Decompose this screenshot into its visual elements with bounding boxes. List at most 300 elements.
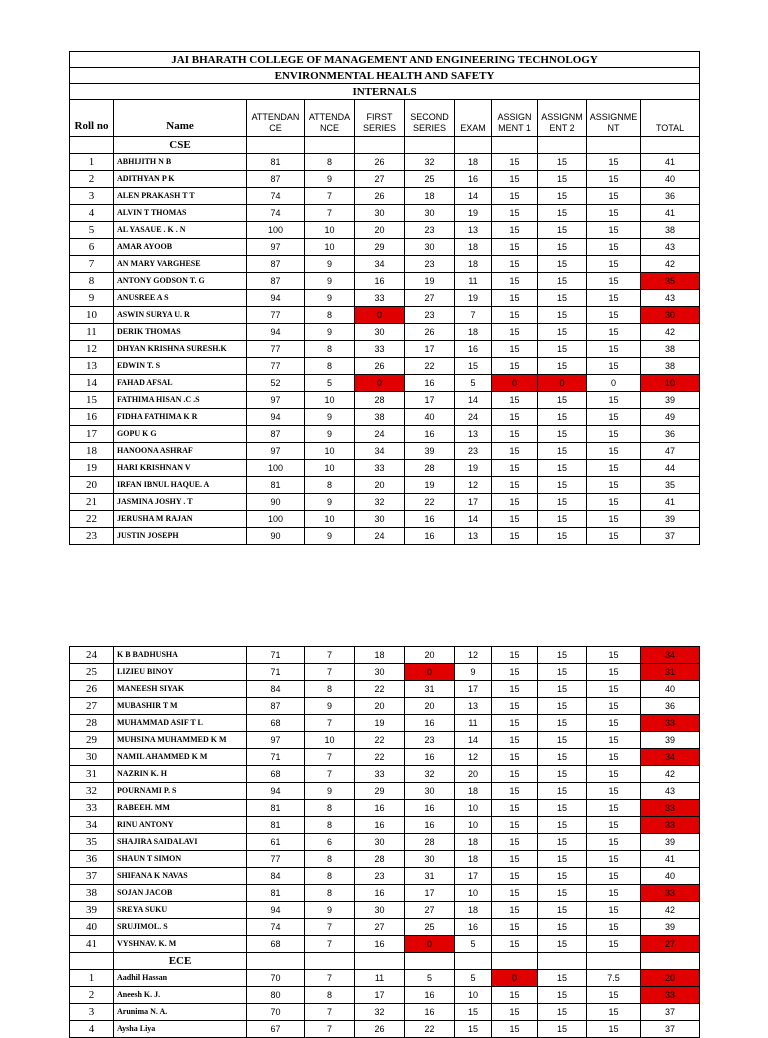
first-series-cell: 28 [355, 851, 405, 868]
assignment-3-cell: 15 [587, 307, 641, 324]
total-cell: 44 [641, 460, 700, 477]
student-row [70, 392, 700, 409]
student-row [70, 681, 700, 698]
assignment-3-cell: 15 [587, 851, 641, 868]
assignment-2-cell: 15 [538, 341, 587, 358]
marks-table-page-1 [69, 51, 700, 545]
assignment-2-cell: 15 [538, 698, 587, 715]
student-name-cell: Aadhil Hassan [114, 970, 247, 987]
assignment-1-cell: 15 [492, 885, 538, 902]
attendance-mark-cell: 7 [305, 749, 355, 766]
attendance-cell: 61 [247, 834, 305, 851]
second-series-cell: 23 [405, 307, 455, 324]
student-row [70, 868, 700, 885]
assignment-1-cell: 15 [492, 698, 538, 715]
student-row [70, 273, 700, 290]
first-series-cell: 24 [355, 426, 405, 443]
total-cell: 37 [641, 1021, 700, 1038]
attendance-mark-cell: 8 [305, 341, 355, 358]
first-series-cell: 22 [355, 732, 405, 749]
attendance-mark-cell: 7 [305, 647, 355, 664]
empty-cell [587, 953, 641, 970]
attendance-mark-cell: 10 [305, 222, 355, 239]
attendance-cell: 90 [247, 528, 305, 545]
assignment-3-cell: 15 [587, 205, 641, 222]
attendance-cell: 52 [247, 375, 305, 392]
exam-header: EXAM [455, 100, 492, 137]
attendance-header: ATTENDAN CE [247, 100, 305, 137]
student-row [70, 290, 700, 307]
roll-no-cell: 26 [70, 681, 114, 698]
roll-no-cell: 28 [70, 715, 114, 732]
student-name-cell: ALVIN T THOMAS [114, 205, 247, 222]
student-name-cell: Aneesh K. J. [114, 987, 247, 1004]
first-series-cell: 26 [355, 188, 405, 205]
assignment-1-cell: 15 [492, 256, 538, 273]
second-series-cell: 39 [405, 443, 455, 460]
assignment-3-cell: 15 [587, 290, 641, 307]
first-series-cell: 26 [355, 358, 405, 375]
assignment-3-cell: 15 [587, 715, 641, 732]
assignment-3-header: ASSIGNME NT [587, 100, 641, 137]
roll-no-cell: 1 [70, 970, 114, 987]
second-series-cell: 16 [405, 987, 455, 1004]
student-name-cell: FIDHA FATHIMA K R [114, 409, 247, 426]
assignment-2-cell: 0 [538, 375, 587, 392]
empty-cell [641, 953, 700, 970]
student-name-cell: Arunima N. A. [114, 1004, 247, 1021]
assignment-1-header: ASSIGN MENT 1 [492, 100, 538, 137]
student-row [70, 256, 700, 273]
student-row [70, 817, 700, 834]
assignment-1-cell: 0 [492, 375, 538, 392]
attendance-mark-cell: 10 [305, 239, 355, 256]
student-name-cell: MUBASHIR T M [114, 698, 247, 715]
second-series-cell: 16 [405, 375, 455, 392]
exam-cell: 18 [455, 851, 492, 868]
attendance-cell: 77 [247, 341, 305, 358]
assignment-3-cell: 15 [587, 256, 641, 273]
assignment-1-cell: 15 [492, 732, 538, 749]
assignment-1-cell: 15 [492, 205, 538, 222]
total-cell: 31 [641, 664, 700, 681]
attendance-mark-cell: 7 [305, 1021, 355, 1038]
assignment-3-cell: 15 [587, 154, 641, 171]
second-series-cell: 19 [405, 477, 455, 494]
total-cell: 43 [641, 783, 700, 800]
attendance-mark-cell: 7 [305, 205, 355, 222]
total-header: TOTAL [641, 100, 700, 137]
assignment-2-cell: 15 [538, 936, 587, 953]
attendance-mark-cell: 9 [305, 290, 355, 307]
total-cell: 30 [641, 307, 700, 324]
exam-cell: 13 [455, 528, 492, 545]
exam-cell: 5 [455, 375, 492, 392]
assignment-3-cell: 15 [587, 817, 641, 834]
attendance-mark-cell: 9 [305, 494, 355, 511]
roll-no-cell: 23 [70, 528, 114, 545]
assignment-1-cell: 15 [492, 477, 538, 494]
student-row [70, 222, 700, 239]
attendance-mark-cell: 9 [305, 783, 355, 800]
roll-no-cell: 19 [70, 460, 114, 477]
section-label-cse: CSE [114, 137, 247, 154]
assignment-2-cell: 15 [538, 902, 587, 919]
assignment-3-cell: 15 [587, 511, 641, 528]
total-cell: 38 [641, 222, 700, 239]
student-row [70, 324, 700, 341]
attendance-cell: 100 [247, 222, 305, 239]
attendance-cell: 74 [247, 919, 305, 936]
attendance-cell: 81 [247, 477, 305, 494]
total-cell: 41 [641, 851, 700, 868]
first-series-cell: 29 [355, 783, 405, 800]
student-row [70, 970, 700, 987]
first-series-cell: 17 [355, 987, 405, 1004]
roll-no-cell: 33 [70, 800, 114, 817]
assignment-1-cell: 15 [492, 273, 538, 290]
roll-no-cell: 13 [70, 358, 114, 375]
student-row [70, 766, 700, 783]
student-row [70, 919, 700, 936]
assignment-1-cell: 15 [492, 868, 538, 885]
student-name-cell: JASMINA JOSHY . T [114, 494, 247, 511]
first-series-cell: 19 [355, 715, 405, 732]
student-name-cell: RABEEH. MM [114, 800, 247, 817]
total-cell: 40 [641, 868, 700, 885]
exam-cell: 14 [455, 732, 492, 749]
attendance-cell: 97 [247, 239, 305, 256]
student-row [70, 358, 700, 375]
roll-no-cell: 32 [70, 783, 114, 800]
roll-no-cell: 39 [70, 902, 114, 919]
attendance-cell: 70 [247, 970, 305, 987]
assignment-3-cell: 15 [587, 919, 641, 936]
total-cell: 33 [641, 817, 700, 834]
student-row [70, 664, 700, 681]
total-cell: 35 [641, 477, 700, 494]
total-cell: 39 [641, 511, 700, 528]
student-name-cell: DHYAN KRISHNA SURESH.K [114, 341, 247, 358]
assignment-2-cell: 15 [538, 851, 587, 868]
attendance-mark-cell: 8 [305, 851, 355, 868]
exam-cell: 11 [455, 715, 492, 732]
second-series-cell: 16 [405, 426, 455, 443]
student-row [70, 239, 700, 256]
attendance-cell: 68 [247, 936, 305, 953]
student-name-cell: ADITHYAN P K [114, 171, 247, 188]
assignment-2-cell: 15 [538, 358, 587, 375]
roll-no-cell: 12 [70, 341, 114, 358]
assignment-1-cell: 15 [492, 1021, 538, 1038]
second-series-cell: 17 [405, 392, 455, 409]
assignment-2-cell: 15 [538, 205, 587, 222]
roll-no-cell: 3 [70, 188, 114, 205]
total-cell: 41 [641, 154, 700, 171]
student-name-cell: SHAUN T SIMON [114, 851, 247, 868]
student-row [70, 834, 700, 851]
exam-cell: 16 [455, 341, 492, 358]
attendance-cell: 77 [247, 358, 305, 375]
second-series-cell: 16 [405, 749, 455, 766]
assignment-3-cell: 15 [587, 800, 641, 817]
student-row [70, 749, 700, 766]
student-name-cell: MANEESH SIYAK [114, 681, 247, 698]
attendance-mark-cell: 7 [305, 970, 355, 987]
exam-cell: 20 [455, 766, 492, 783]
assignment-2-header: ASSIGNM ENT 2 [538, 100, 587, 137]
exam-cell: 11 [455, 273, 492, 290]
student-row [70, 409, 700, 426]
student-name-cell: ASWIN SURYA U. R [114, 307, 247, 324]
student-name-cell: Aysha Liya [114, 1021, 247, 1038]
name-header: Name [114, 100, 247, 137]
assignment-1-cell: 15 [492, 800, 538, 817]
assignment-1-cell: 15 [492, 919, 538, 936]
second-series-cell: 16 [405, 817, 455, 834]
assignment-3-cell: 15 [587, 783, 641, 800]
assignment-3-cell: 15 [587, 324, 641, 341]
total-cell: 34 [641, 749, 700, 766]
attendance-mark-cell: 9 [305, 256, 355, 273]
second-series-cell: 0 [405, 936, 455, 953]
college-title: JAI BHARATH COLLEGE OF MANAGEMENT AND ENGINEERING TECHNOLOGY [70, 52, 700, 68]
roll-no-cell: 3 [70, 1004, 114, 1021]
roll-no-cell: 17 [70, 426, 114, 443]
student-name-cell: NAZRIN K. H [114, 766, 247, 783]
assignment-1-cell: 15 [492, 188, 538, 205]
roll-no-cell: 10 [70, 307, 114, 324]
assignment-1-cell: 15 [492, 987, 538, 1004]
assignment-2-cell: 15 [538, 273, 587, 290]
student-name-cell: MUHAMMAD ASIF T L [114, 715, 247, 732]
exam-cell: 9 [455, 664, 492, 681]
first-series-cell: 27 [355, 919, 405, 936]
assignment-1-cell: 0 [492, 970, 538, 987]
roll-no-cell: 11 [70, 324, 114, 341]
assignment-1-cell: 15 [492, 460, 538, 477]
exam-cell: 18 [455, 902, 492, 919]
total-cell: 35 [641, 273, 700, 290]
assignment-2-cell: 15 [538, 749, 587, 766]
second-series-cell: 30 [405, 205, 455, 222]
assignment-1-cell: 15 [492, 902, 538, 919]
roll-no-cell: 5 [70, 222, 114, 239]
second-series-cell: 25 [405, 919, 455, 936]
first-series-cell: 20 [355, 222, 405, 239]
attendance-mark-cell: 10 [305, 392, 355, 409]
second-series-header: SECOND SERIES [405, 100, 455, 137]
attendance-mark-cell: 10 [305, 732, 355, 749]
student-row [70, 426, 700, 443]
attendance-cell: 70 [247, 1004, 305, 1021]
student-row [70, 647, 700, 664]
roll-no-cell: 2 [70, 987, 114, 1004]
roll-no-cell: 18 [70, 443, 114, 460]
student-name-cell: AN MARY VARGHESE [114, 256, 247, 273]
second-series-cell: 30 [405, 851, 455, 868]
exam-cell: 16 [455, 919, 492, 936]
second-series-cell: 23 [405, 222, 455, 239]
student-row [70, 1004, 700, 1021]
attendance-mark-cell: 7 [305, 919, 355, 936]
student-name-cell: RINU ANTONY [114, 817, 247, 834]
total-cell: 39 [641, 392, 700, 409]
assignment-2-cell: 15 [538, 664, 587, 681]
assignment-3-cell: 15 [587, 477, 641, 494]
attendance-mark-cell: 9 [305, 698, 355, 715]
roll-no-cell: 7 [70, 256, 114, 273]
roll-no-cell: 34 [70, 817, 114, 834]
student-row [70, 375, 700, 392]
assignment-1-cell: 15 [492, 290, 538, 307]
assignment-1-cell: 15 [492, 834, 538, 851]
student-name-cell: HARI KRISHNAN V [114, 460, 247, 477]
student-name-cell: POURNAMI P. S [114, 783, 247, 800]
assignment-1-cell: 15 [492, 426, 538, 443]
attendance-cell: 68 [247, 715, 305, 732]
empty-cell [455, 953, 492, 970]
first-series-cell: 33 [355, 460, 405, 477]
student-name-cell: FATHIMA HISAN .C .S [114, 392, 247, 409]
total-cell: 37 [641, 1004, 700, 1021]
attendance-cell: 81 [247, 154, 305, 171]
attendance-mark-cell: 10 [305, 511, 355, 528]
assignment-2-cell: 15 [538, 715, 587, 732]
assignment-3-cell: 15 [587, 239, 641, 256]
first-series-cell: 33 [355, 766, 405, 783]
student-name-cell: EDWIN T. S [114, 358, 247, 375]
assignment-3-cell: 15 [587, 222, 641, 239]
student-name-cell: JERUSHA M RAJAN [114, 511, 247, 528]
first-series-cell: 30 [355, 902, 405, 919]
total-cell: 41 [641, 205, 700, 222]
assignment-1-cell: 15 [492, 171, 538, 188]
assignment-1-cell: 15 [492, 647, 538, 664]
total-cell: 41 [641, 494, 700, 511]
attendance-mark-cell: 5 [305, 375, 355, 392]
second-series-cell: 27 [405, 290, 455, 307]
attendance-cell: 67 [247, 1021, 305, 1038]
empty-cell [492, 953, 538, 970]
attendance-mark-cell: 8 [305, 868, 355, 885]
student-name-cell: AMAR AYOOB [114, 239, 247, 256]
assignment-3-cell: 15 [587, 902, 641, 919]
first-series-cell: 16 [355, 885, 405, 902]
second-series-cell: 16 [405, 528, 455, 545]
assignment-3-cell: 15 [587, 1004, 641, 1021]
assignment-3-cell: 15 [587, 749, 641, 766]
second-series-cell: 16 [405, 800, 455, 817]
attendance-cell: 87 [247, 256, 305, 273]
student-name-cell: SHAJIRA SAIDALAVI [114, 834, 247, 851]
section-row-ece [70, 953, 700, 970]
assignment-3-cell: 15 [587, 868, 641, 885]
first-series-cell: 33 [355, 341, 405, 358]
attendance-cell: 71 [247, 664, 305, 681]
assignment-2-cell: 15 [538, 987, 587, 1004]
exam-cell: 24 [455, 409, 492, 426]
second-series-cell: 27 [405, 902, 455, 919]
attendance-cell: 90 [247, 494, 305, 511]
exam-cell: 5 [455, 970, 492, 987]
assignment-2-cell: 15 [538, 494, 587, 511]
assignment-3-cell: 15 [587, 171, 641, 188]
assignment-3-cell: 15 [587, 494, 641, 511]
total-cell: 40 [641, 171, 700, 188]
assignment-3-cell: 15 [587, 1021, 641, 1038]
second-series-cell: 22 [405, 358, 455, 375]
attendance-mark-cell: 7 [305, 664, 355, 681]
second-series-cell: 20 [405, 647, 455, 664]
roll-no-cell: 16 [70, 409, 114, 426]
student-row [70, 936, 700, 953]
assignment-3-cell: 15 [587, 834, 641, 851]
student-name-cell: ABHIJITH N B [114, 154, 247, 171]
empty-cell [538, 953, 587, 970]
student-name-cell: FAHAD AFSAL [114, 375, 247, 392]
exam-cell: 19 [455, 290, 492, 307]
student-row [70, 154, 700, 171]
assignment-2-cell: 15 [538, 256, 587, 273]
student-row [70, 851, 700, 868]
exam-cell: 18 [455, 834, 492, 851]
total-cell: 43 [641, 239, 700, 256]
roll-no-cell: 8 [70, 273, 114, 290]
attendance-mark-cell: 10 [305, 443, 355, 460]
attendance-cell: 87 [247, 273, 305, 290]
second-series-cell: 17 [405, 341, 455, 358]
roll-no-cell: 20 [70, 477, 114, 494]
first-series-cell: 16 [355, 800, 405, 817]
student-name-cell: AL YASAUE . K . N [114, 222, 247, 239]
attendance-mark-cell: 8 [305, 307, 355, 324]
student-row [70, 511, 700, 528]
roll-no-cell: 14 [70, 375, 114, 392]
exam-cell: 13 [455, 222, 492, 239]
total-cell: 37 [641, 528, 700, 545]
roll-no-cell: 24 [70, 647, 114, 664]
roll-no-cell: 21 [70, 494, 114, 511]
assignment-2-cell: 15 [538, 460, 587, 477]
student-name-cell: NAMIL AHAMMED K M [114, 749, 247, 766]
attendance-cell: 97 [247, 443, 305, 460]
first-series-cell: 38 [355, 409, 405, 426]
second-series-cell: 18 [405, 188, 455, 205]
total-cell: 42 [641, 256, 700, 273]
attendance-cell: 80 [247, 987, 305, 1004]
total-cell: 42 [641, 902, 700, 919]
column-header-row [70, 100, 700, 137]
exam-cell: 15 [455, 1004, 492, 1021]
second-series-cell: 16 [405, 511, 455, 528]
assignment-2-cell: 15 [538, 409, 587, 426]
second-series-cell: 22 [405, 494, 455, 511]
first-series-cell: 34 [355, 443, 405, 460]
total-cell: 33 [641, 885, 700, 902]
first-series-cell: 0 [355, 375, 405, 392]
total-cell: 34 [641, 647, 700, 664]
attendance-mark-cell: 7 [305, 188, 355, 205]
assignment-1-cell: 15 [492, 443, 538, 460]
section-label-ece: ECE [114, 953, 247, 970]
attendance-cell: 81 [247, 800, 305, 817]
assignment-3-cell: 15 [587, 732, 641, 749]
total-cell: 38 [641, 341, 700, 358]
assignment-1-cell: 15 [492, 766, 538, 783]
assignment-2-cell: 15 [538, 307, 587, 324]
attendance-mark-cell: 9 [305, 426, 355, 443]
